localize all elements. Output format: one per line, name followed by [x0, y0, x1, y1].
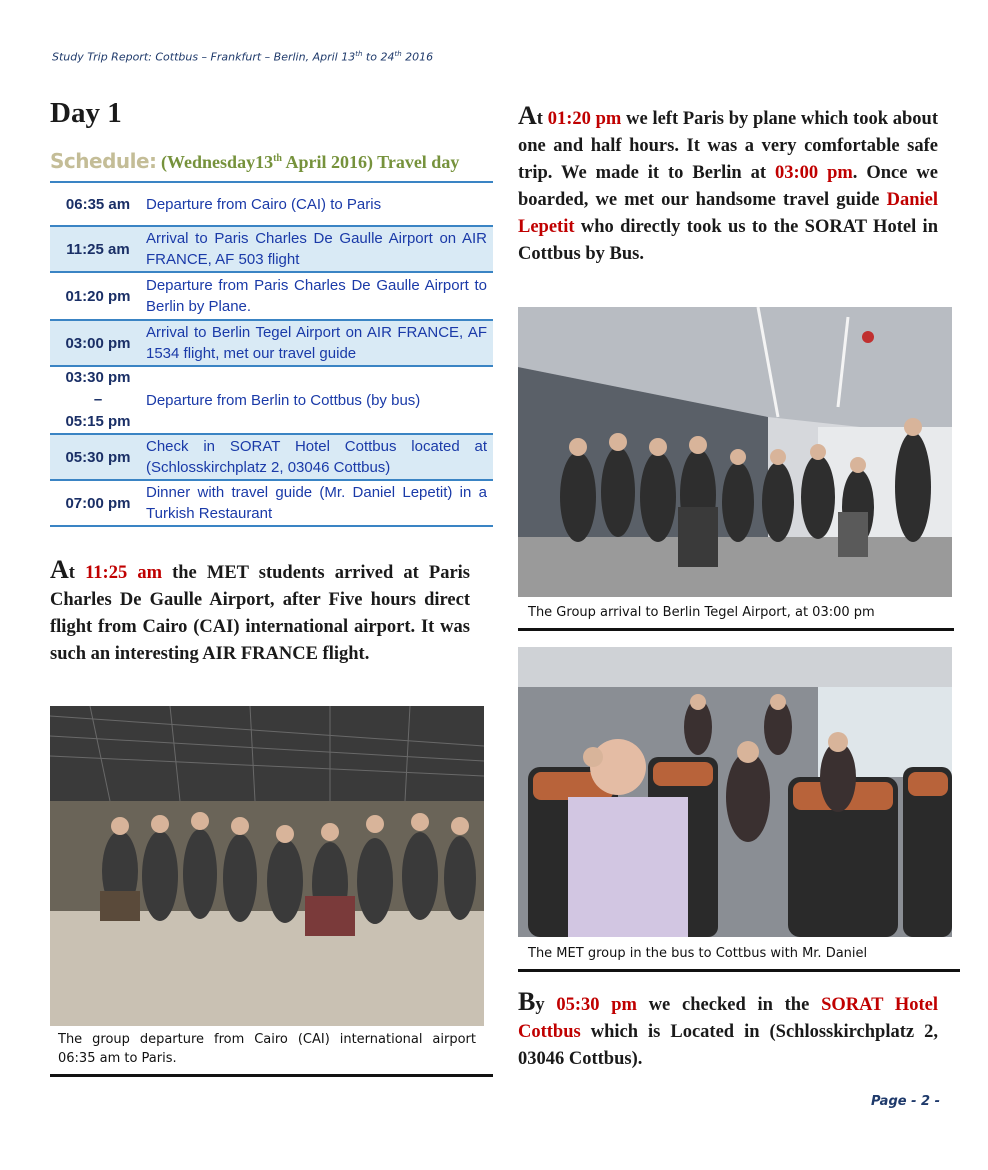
schedule-label: Schedule:	[50, 149, 157, 173]
paragraph-hotel-checkin: By 05:30 pm we checked in the SORAT Hotel Cottbus which is Located in (Schlosskirchplatz 2, 03046 Cottbus).	[518, 987, 938, 1069]
schedule-time: 11:25 am	[50, 226, 146, 272]
schedule-time: 07:00 pm	[50, 480, 146, 526]
schedule-time: 03:30 pm – 05:15 pm	[50, 366, 146, 434]
day-title: Day 1	[50, 97, 122, 129]
schedule-desc: Departure from Cairo (CAI) to Paris	[146, 182, 493, 226]
schedule-time: 01:20 pm	[50, 272, 146, 320]
schedule-row	[50, 320, 493, 366]
caption-bus: The MET group in the bus to Cottbus with Mr. Daniel	[528, 946, 868, 961]
schedule-row	[50, 182, 493, 226]
schedule-row	[50, 480, 493, 526]
schedule-time: 06:35 am	[50, 182, 146, 226]
divider	[518, 969, 960, 972]
schedule-row	[50, 226, 493, 272]
schedule-desc: Dinner with travel guide (Mr. Daniel Lepetit) in a Turkish Restaurant	[146, 480, 493, 526]
schedule-time: 03:00 pm	[50, 320, 146, 366]
paragraph-berlin-arrival: At 01:20 pm we left Paris by plane which took about one and half hours. It was a very comfortable safe trip. We made it to Berlin at 03:00 pm. Once we boarded, we met our handsome travel guide Daniel Lepetit who directly took us to the SORAT Hotel in Cottbus by Bus.	[518, 101, 938, 264]
schedule-desc: Check in SORAT Hotel Cottbus located at (Schlosskirchplatz 2, 03046 Cottbus)	[146, 434, 493, 480]
schedule-row	[50, 272, 493, 320]
divider	[50, 1074, 493, 1077]
caption-tegel: The Group arrival to Berlin Tegel Airport, at 03:00 pm	[528, 605, 875, 620]
schedule-desc: Departure from Berlin to Cottbus (by bus)	[146, 366, 493, 434]
report-header: Study Trip Report: Cottbus – Frankfurt – Berlin, April 13th to 24th 2016	[52, 50, 434, 64]
schedule-time: 05:30 pm	[50, 434, 146, 480]
photo-bus	[518, 647, 952, 937]
schedule-desc: Arrival to Paris Charles De Gaulle Airport on AIR FRANCE, AF 503 flight	[146, 226, 493, 272]
page-number: Page - 2 -	[870, 1094, 940, 1109]
schedule-table	[50, 181, 493, 527]
schedule-desc: Departure from Paris Charles De Gaulle Airport to Berlin by Plane.	[146, 272, 493, 320]
divider	[518, 628, 954, 631]
photo-cairo-airport	[50, 706, 484, 1026]
caption-cairo: The group departure from Cairo (CAI) international airport 06:35 am to Paris.	[58, 1032, 476, 1066]
tegel-airport-image	[518, 307, 952, 597]
schedule-heading: Schedule: (Wednesday13th April 2016) Travel day	[50, 149, 460, 173]
photo-tegel-airport	[518, 307, 952, 597]
cairo-airport-image	[50, 706, 484, 1026]
schedule-row	[50, 434, 493, 480]
schedule-row	[50, 366, 493, 434]
paragraph-paris-arrival: At 11:25 am the MET students arrived at Paris Charles De Gaulle Airport, after Five hours direct flight from Cairo (CAI) international airport. It was such an interesting AIR FRANCE flight.	[50, 555, 470, 664]
schedule-desc: Arrival to Berlin Tegel Airport on AIR FRANCE, AF 1534 flight, met our travel guide	[146, 320, 493, 366]
bus-interior-image	[518, 647, 952, 937]
